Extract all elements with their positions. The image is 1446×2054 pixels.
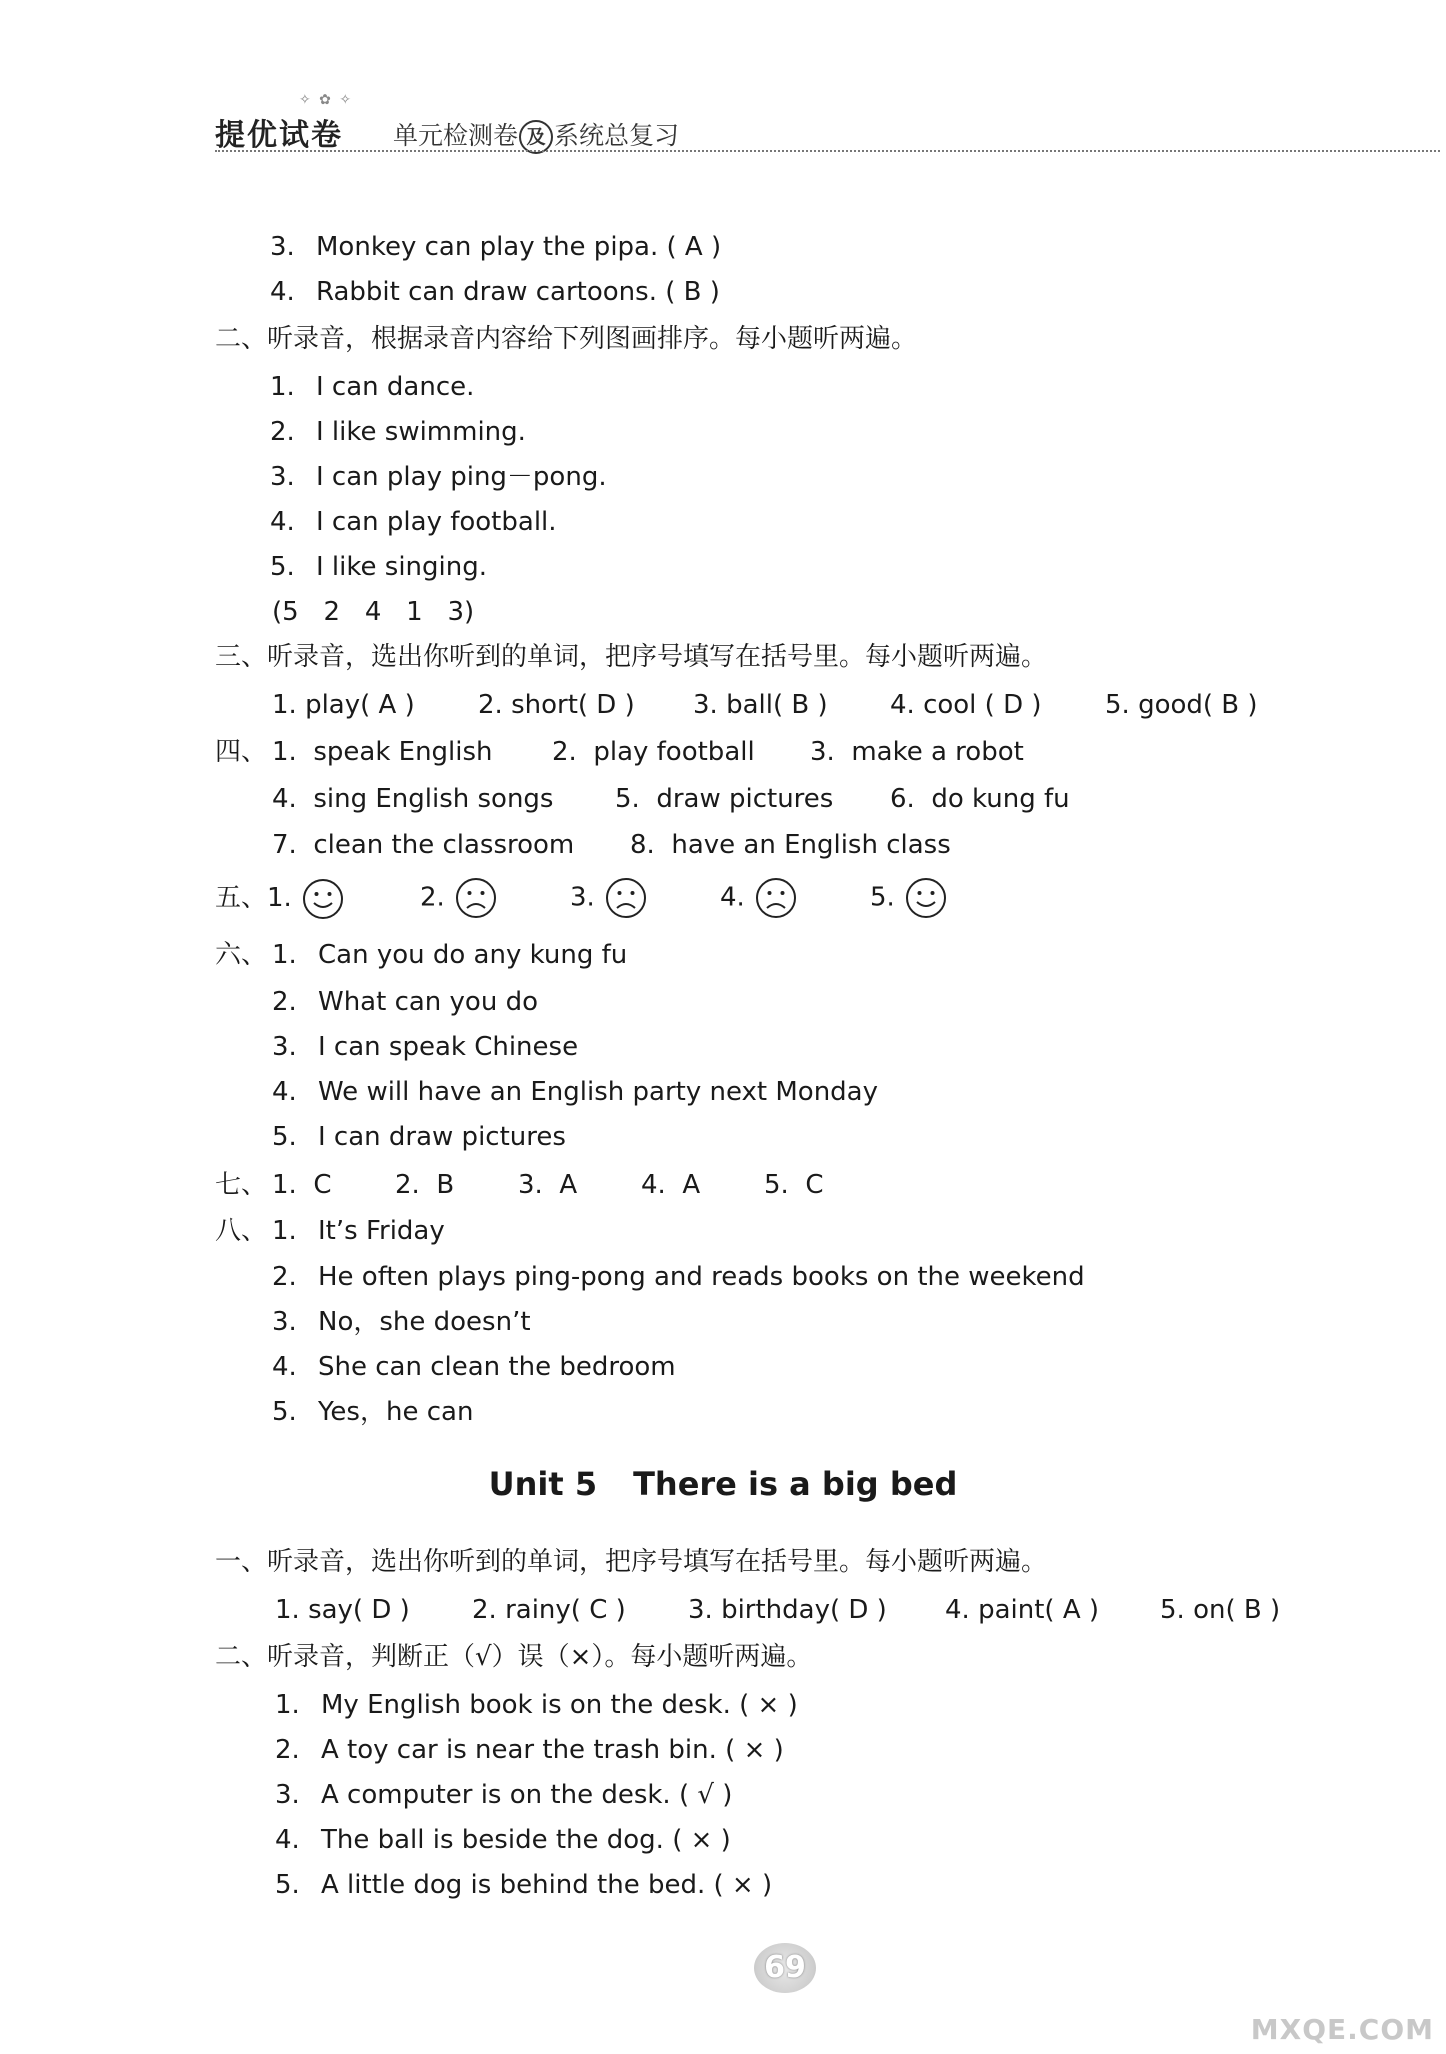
item-text: We will have an English party next Monday (318, 1077, 879, 1107)
answer-item: 2. short( D ) (478, 690, 635, 720)
phrase-item: 7. clean the classroom (272, 830, 575, 860)
item-text: She can clean the bedroom (318, 1352, 676, 1382)
item-number: 3. (270, 232, 295, 262)
item-number: 1. (272, 940, 297, 970)
item-number: 3. (272, 1032, 297, 1062)
item-number: 4. (272, 1352, 297, 1382)
item-text: Yes，he can (318, 1397, 474, 1427)
item-number: 5. (275, 1870, 300, 1900)
item-number: 1. (270, 372, 295, 402)
smile-face-icon (905, 877, 947, 919)
phrase-item: 2. play football (552, 737, 755, 767)
item-text: It’s Friday (318, 1216, 445, 1246)
section-8-label: 八、 (215, 1216, 268, 1246)
item-text: A computer is on the desk. ( √ ) (321, 1780, 733, 1810)
item-number: 2. (420, 882, 445, 913)
brand-decoration: ✧ ✿ ✧ (299, 92, 354, 108)
page-header (215, 92, 1440, 153)
item-text: I like swimming. (316, 417, 526, 447)
unit5-section-1-title: 一、听录音，选出你听到的单词，把序号填写在括号里。每小题听两遍。 (215, 1547, 1048, 1577)
answer-item: 3. birthday( D ) (688, 1595, 887, 1625)
list-item (270, 550, 487, 584)
answer-item: 5. on( B ) (1160, 1595, 1281, 1625)
header-rule (215, 150, 1440, 152)
item-text: My English book is on the desk. ( × ) (321, 1690, 798, 1720)
smile-face-icon (302, 878, 344, 920)
face-item-5 (870, 877, 947, 919)
item-text: I can play football. (316, 507, 557, 537)
item-text: No，she doesn’t (318, 1307, 531, 1337)
header-subtitle (393, 116, 679, 154)
circled-char: 及 (519, 120, 553, 154)
answer-item: 4. paint( A ) (945, 1595, 1100, 1625)
item-number: 4. (270, 277, 295, 307)
answer-item: 3. A (518, 1170, 578, 1200)
list-item (275, 1733, 784, 1767)
item-number: 3. (270, 462, 295, 492)
item-text: What can you do (318, 987, 538, 1017)
answer-item: 5. C (764, 1170, 824, 1200)
item-number: 1. (267, 883, 292, 913)
item-text: The ball is beside the dog. ( × ) (321, 1825, 731, 1855)
brand-title: 提优试卷 (215, 118, 343, 153)
section-3-title: 三、听录音，选出你听到的单词，把序号填写在括号里。每小题听两遍。 (215, 642, 1048, 672)
list-item (272, 1214, 445, 1248)
item-number: 5. (272, 1397, 297, 1427)
answer-item: 5. good( B ) (1105, 690, 1258, 720)
item-number: 3. (272, 1307, 297, 1337)
sad-face-icon (755, 877, 797, 919)
list-item (272, 1075, 878, 1109)
item-text: Rabbit can draw cartoons. ( B ) (316, 277, 720, 307)
subtitle-pre: 单元检测卷 (393, 121, 519, 150)
sad-face-icon (605, 877, 647, 919)
item-text: A little dog is behind the bed. ( × ) (321, 1870, 773, 1900)
phrase-item: 4. sing English songs (272, 784, 554, 814)
list-item (270, 415, 526, 449)
section-5-label: 五、 (215, 883, 268, 913)
answer-item: 4. cool ( D ) (890, 690, 1042, 720)
subtitle-post: 系统总复习 (554, 121, 680, 150)
list-item (272, 1030, 578, 1064)
unit-label: Unit 5 (488, 1465, 598, 1503)
list-item (270, 370, 474, 404)
phrase-item: 6. do kung fu (890, 784, 1070, 814)
list-item (275, 1823, 731, 1857)
answer-item: 1. play( A ) (272, 690, 415, 720)
phrase-item: 3. make a robot (810, 737, 1024, 767)
unit-name: There is a big bed (633, 1465, 958, 1503)
section-4-label: 四、 (215, 737, 268, 767)
item-number: 4. (720, 882, 745, 913)
item-text: I can dance. (316, 372, 475, 402)
answer-item: 1. C (272, 1170, 332, 1200)
face-item-3 (570, 877, 647, 919)
list-item (272, 1120, 566, 1154)
answer-item: 2. B (395, 1170, 455, 1200)
list-item (272, 1305, 531, 1339)
order-answer: (5 2 4 1 3) (272, 597, 475, 627)
section-6-label: 六、 (215, 940, 268, 970)
sad-face-icon (455, 877, 497, 919)
item-number: 3. (275, 1780, 300, 1810)
item-text: I can play ping－pong. (316, 462, 607, 492)
item-text: Monkey can play the pipa. ( A ) (316, 232, 722, 262)
section-2-title: 二、听录音，根据录音内容给下列图画排序。每小题听两遍。 (215, 324, 918, 354)
answer-item: 4. A (641, 1170, 701, 1200)
list-item (270, 505, 557, 539)
item-number: 2. (275, 1735, 300, 1765)
item-number: 2. (272, 987, 297, 1017)
list-item (275, 1868, 772, 1902)
item-number: 4. (275, 1825, 300, 1855)
list-item (270, 275, 720, 309)
face-item-1 (215, 877, 344, 920)
item-text: Can you do any kung fu (318, 940, 628, 970)
list-item (275, 1688, 798, 1722)
answer-item: 3. ball( B ) (693, 690, 828, 720)
face-item-4 (720, 877, 797, 919)
list-item (275, 1778, 732, 1812)
item-text: A toy car is near the trash bin. ( × ) (321, 1735, 784, 1765)
item-text: I like singing. (316, 552, 487, 582)
item-number: 5. (870, 882, 895, 913)
item-text: I can draw pictures (318, 1122, 566, 1152)
page-number: 69 (754, 1943, 816, 1993)
face-item-2 (420, 877, 497, 919)
list-item (270, 230, 721, 264)
item-number: 5. (270, 552, 295, 582)
item-number: 3. (570, 882, 595, 913)
watermark: MXQE.COM (1250, 2013, 1434, 2046)
unit-title (0, 1465, 1446, 1503)
list-item (270, 460, 607, 494)
unit5-section-2-title: 二、听录音，判断正（√）误（×）。每小题听两遍。 (215, 1642, 813, 1672)
phrase-item: 8. have an English class (630, 830, 951, 860)
list-item (272, 1260, 1085, 1294)
item-number: 1. (275, 1690, 300, 1720)
answer-item: 1. say( D ) (275, 1595, 410, 1625)
list-item (272, 1350, 676, 1384)
section-7-label: 七、 (215, 1170, 268, 1200)
list-item (272, 1395, 473, 1429)
list-item (272, 985, 538, 1019)
item-number: 2. (270, 417, 295, 447)
list-item (272, 938, 627, 972)
item-number: 4. (272, 1077, 297, 1107)
item-text: I can speak Chinese (318, 1032, 579, 1062)
item-number: 4. (270, 507, 295, 537)
item-number: 5. (272, 1122, 297, 1152)
item-number: 1. (272, 1216, 297, 1246)
item-number: 2. (272, 1262, 297, 1292)
phrase-item: 1. speak English (272, 737, 493, 767)
phrase-item: 5. draw pictures (615, 784, 834, 814)
item-text: He often plays ping-pong and reads books on the weekend (318, 1262, 1085, 1292)
answer-item: 2. rainy( C ) (472, 1595, 626, 1625)
